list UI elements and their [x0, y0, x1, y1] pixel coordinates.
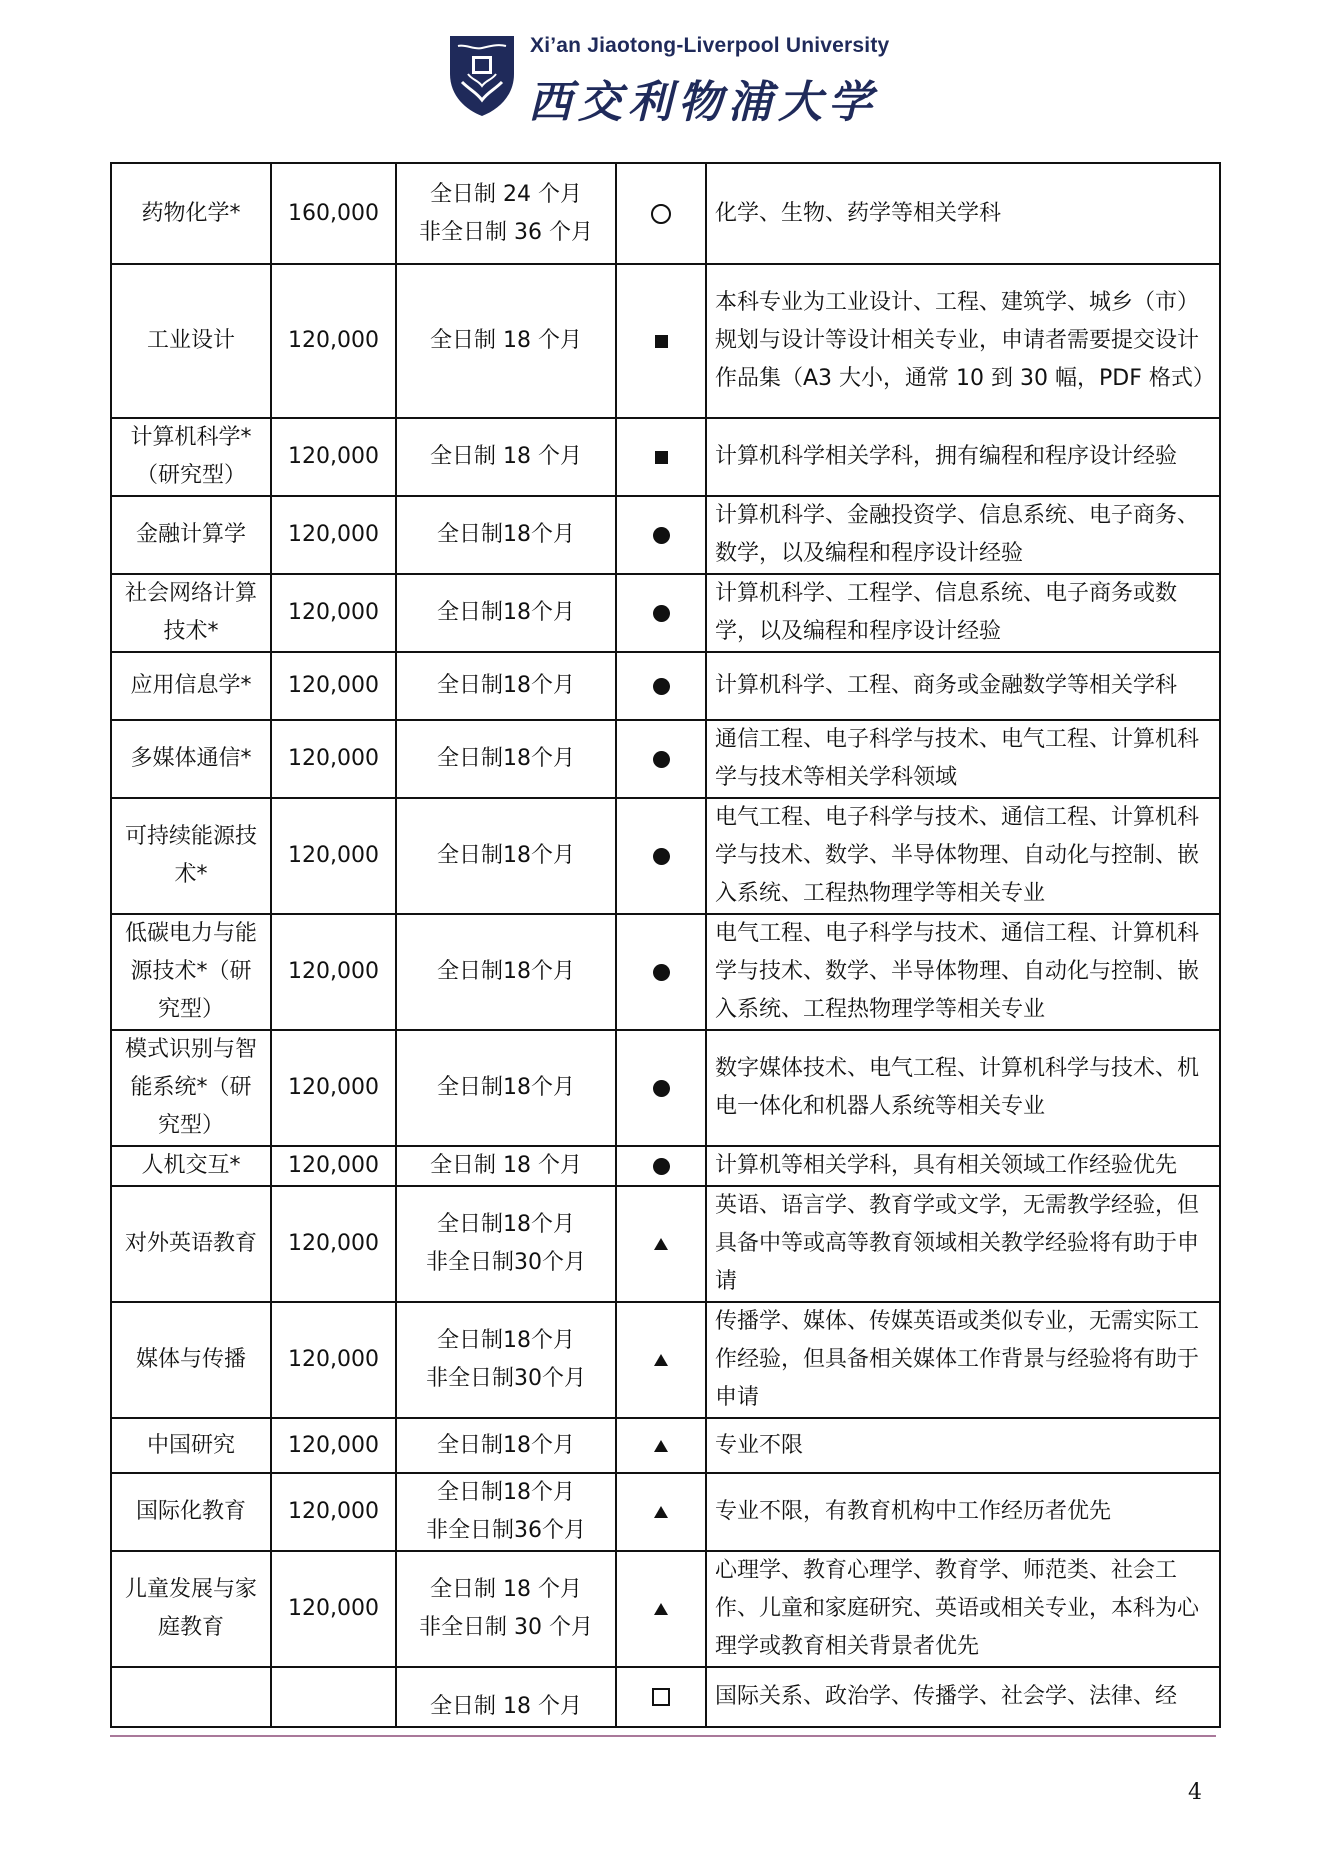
open-square-icon	[652, 1688, 670, 1706]
page-number: 4	[1188, 1780, 1202, 1805]
table-row	[111, 1030, 1220, 1146]
dot-icon	[653, 848, 670, 865]
table-row	[111, 163, 1220, 264]
programme-name: 社会网络计算技术*	[111, 574, 271, 652]
dot-icon	[653, 1158, 670, 1175]
table-row	[111, 1667, 1220, 1727]
programme-name: 低碳电力与能源技术*（研究型）	[111, 914, 271, 1030]
duration-line: 非全日制36个月	[426, 1518, 586, 1543]
study-duration	[396, 798, 616, 914]
intake-mark	[616, 1302, 706, 1418]
tuition-fee: 120,000	[271, 1302, 396, 1418]
study-duration	[396, 652, 616, 720]
dot-icon	[653, 678, 670, 695]
duration-line: 全日制 18 个月	[430, 1153, 582, 1178]
university-name-cn: 西交利物浦大学	[528, 77, 878, 128]
programme-name: 药物化学*	[111, 163, 271, 264]
tuition-fee: 120,000	[271, 1146, 396, 1186]
programme-name: 媒体与传播	[111, 1302, 271, 1418]
programme-name: 儿童发展与家庭教育	[111, 1551, 271, 1667]
tuition-fee: 120,000	[271, 914, 396, 1030]
triangle-icon	[654, 1506, 668, 1518]
intake-mark	[616, 1473, 706, 1551]
programme-name: 中国研究	[111, 1418, 271, 1473]
tuition-fee: 120,000	[271, 1551, 396, 1667]
duration-line: 全日制18个月	[437, 1480, 575, 1505]
footer-divider	[110, 1735, 1216, 1737]
square-icon	[655, 451, 668, 464]
table-row	[111, 1418, 1220, 1473]
entry-requirement: 电气工程、电子科学与技术、通信工程、计算机科学与技术、数学、半导体物理、自动化与控制、嵌入系统、工程热物理学等相关专业	[706, 914, 1220, 1030]
entry-requirement: 计算机科学、工程学、信息系统、电子商务或数学，以及编程和程序设计经验	[706, 574, 1220, 652]
duration-line: 全日制18个月	[437, 746, 575, 771]
entry-requirement: 心理学、教育心理学、教育学、师范类、社会工作、儿童和家庭研究、英语或相关专业，本科为心理学或教育相关背景者优先	[706, 1551, 1220, 1667]
programme-name: 应用信息学*	[111, 652, 271, 720]
dot-icon	[653, 964, 670, 981]
study-duration	[396, 418, 616, 496]
duration-line: 全日制18个月	[437, 1075, 575, 1100]
tuition-fee: 120,000	[271, 720, 396, 798]
duration-line: 全日制18个月	[437, 1328, 575, 1353]
intake-mark	[616, 1146, 706, 1186]
triangle-icon	[654, 1238, 668, 1250]
circle-icon	[651, 204, 671, 224]
study-duration	[396, 1302, 616, 1418]
university-name-en: Xi’an Jiaotong-Liverpool University	[530, 34, 890, 57]
tuition-fee: 120,000	[271, 1418, 396, 1473]
programme-name	[111, 1667, 271, 1727]
table-row	[111, 798, 1220, 914]
entry-requirement: 专业不限，有教育机构中工作经历者优先	[706, 1473, 1220, 1551]
duration-line: 全日制 18 个月	[430, 1577, 582, 1602]
study-duration	[396, 574, 616, 652]
study-duration	[396, 1667, 616, 1727]
study-duration	[396, 163, 616, 264]
duration-line: 全日制 18 个月	[430, 1694, 582, 1719]
university-header	[448, 30, 908, 128]
duration-line: 全日制18个月	[437, 522, 575, 547]
duration-line: 全日制18个月	[437, 1212, 575, 1237]
tuition-fee	[271, 1667, 396, 1727]
duration-line: 全日制18个月	[437, 1432, 575, 1458]
duration-line: 全日制18个月	[437, 959, 575, 984]
table-row	[111, 1551, 1220, 1667]
programme-name: 对外英语教育	[111, 1186, 271, 1302]
table-row	[111, 418, 1220, 496]
programme-name: 金融计算学	[111, 496, 271, 574]
tuition-fee: 120,000	[271, 496, 396, 574]
entry-requirement: 本科专业为工业设计、工程、建筑学、城乡（市）规划与设计等设计相关专业，申请者需要提交设计作品集（A3 大小，通常 10 到 30 幅，PDF 格式）	[706, 264, 1220, 418]
duration-line: 全日制18个月	[437, 673, 575, 698]
table-row	[111, 1146, 1220, 1186]
table-row	[111, 720, 1220, 798]
entry-requirement: 专业不限	[706, 1418, 1220, 1473]
study-duration	[396, 720, 616, 798]
study-duration	[396, 914, 616, 1030]
table-row	[111, 574, 1220, 652]
entry-requirement: 英语、语言学、教育学或文学，无需教学经验，但具备中等或高等教育领域相关教学经验将有助于申请	[706, 1186, 1220, 1302]
table-row	[111, 1302, 1220, 1418]
intake-mark	[616, 914, 706, 1030]
duration-line: 非全日制30个月	[426, 1366, 586, 1391]
tuition-fee: 120,000	[271, 1030, 396, 1146]
intake-mark	[616, 720, 706, 798]
entry-requirement: 化学、生物、药学等相关学科	[706, 163, 1220, 264]
entry-requirement: 通信工程、电子科学与技术、电气工程、计算机科学与技术等相关学科领域	[706, 720, 1220, 798]
duration-line: 全日制 24 个月	[430, 181, 582, 207]
study-duration	[396, 1186, 616, 1302]
intake-mark	[616, 1030, 706, 1146]
intake-mark	[616, 574, 706, 652]
study-duration	[396, 1473, 616, 1551]
entry-requirement: 传播学、媒体、传媒英语或类似专业，无需实际工作经验，但具备相关媒体工作背景与经验将有助于申请	[706, 1302, 1220, 1418]
table-row	[111, 1186, 1220, 1302]
programme-name: 模式识别与智能系统*（研究型）	[111, 1030, 271, 1146]
entry-requirement: 电气工程、电子科学与技术、通信工程、计算机科学与技术、数学、半导体物理、自动化与控制、嵌入系统、工程热物理学等相关专业	[706, 798, 1220, 914]
table-row	[111, 652, 1220, 720]
tuition-fee: 120,000	[271, 652, 396, 720]
programme-name: 计算机科学*（研究型）	[111, 418, 271, 496]
study-duration	[396, 496, 616, 574]
duration-line: 全日制 18 个月	[430, 444, 582, 469]
entry-requirement: 计算机科学相关学科，拥有编程和程序设计经验	[706, 418, 1220, 496]
intake-mark	[616, 1667, 706, 1727]
tuition-fee: 160,000	[271, 163, 396, 264]
programme-name: 多媒体通信*	[111, 720, 271, 798]
study-duration	[396, 1146, 616, 1186]
university-crest-icon	[448, 34, 516, 118]
tuition-fee: 120,000	[271, 264, 396, 418]
intake-mark	[616, 264, 706, 418]
intake-mark	[616, 163, 706, 264]
intake-mark	[616, 1551, 706, 1667]
programme-name: 国际化教育	[111, 1473, 271, 1551]
programme-table	[110, 162, 1221, 1728]
table-row	[111, 264, 1220, 418]
entry-requirement: 数字媒体技术、电气工程、计算机科学与技术、机电一体化和机器人系统等相关专业	[706, 1030, 1220, 1146]
square-icon	[655, 335, 668, 348]
triangle-icon	[654, 1603, 668, 1615]
dot-icon	[653, 605, 670, 622]
triangle-icon	[654, 1440, 668, 1452]
entry-requirement: 国际关系、政治学、传播学、社会学、法律、经	[706, 1667, 1220, 1727]
duration-line: 非全日制 30 个月	[419, 1615, 593, 1640]
intake-mark	[616, 798, 706, 914]
table-row	[111, 914, 1220, 1030]
duration-line: 全日制18个月	[437, 600, 575, 625]
dot-icon	[653, 527, 670, 544]
table-row	[111, 496, 1220, 574]
duration-line: 非全日制 36 个月	[419, 219, 593, 245]
study-duration	[396, 1030, 616, 1146]
intake-mark	[616, 496, 706, 574]
programme-name: 工业设计	[111, 264, 271, 418]
tuition-fee: 120,000	[271, 574, 396, 652]
intake-mark	[616, 1418, 706, 1473]
dot-icon	[653, 1080, 670, 1097]
entry-requirement: 计算机科学、工程、商务或金融数学等相关学科	[706, 652, 1220, 720]
programme-name: 可持续能源技术*	[111, 798, 271, 914]
intake-mark	[616, 1186, 706, 1302]
entry-requirement: 计算机科学、金融投资学、信息系统、电子商务、数学，以及编程和程序设计经验	[706, 496, 1220, 574]
tuition-fee: 120,000	[271, 798, 396, 914]
tuition-fee: 120,000	[271, 418, 396, 496]
entry-requirement: 计算机等相关学科，具有相关领域工作经验优先	[706, 1146, 1220, 1186]
duration-line: 全日制18个月	[437, 843, 575, 868]
triangle-icon	[654, 1354, 668, 1366]
table-row	[111, 1473, 1220, 1551]
duration-line: 全日制 18 个月	[430, 328, 582, 353]
study-duration	[396, 1551, 616, 1667]
tuition-fee: 120,000	[271, 1186, 396, 1302]
intake-mark	[616, 418, 706, 496]
study-duration	[396, 264, 616, 418]
tuition-fee: 120,000	[271, 1473, 396, 1551]
programme-name: 人机交互*	[111, 1146, 271, 1186]
duration-line: 非全日制30个月	[426, 1250, 586, 1275]
study-duration	[396, 1418, 616, 1473]
dot-icon	[653, 751, 670, 768]
intake-mark	[616, 652, 706, 720]
